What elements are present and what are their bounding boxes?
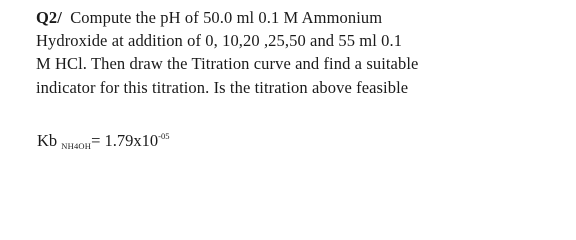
- question-line-4: indicator for this titration. Is the titration above feasible: [36, 77, 409, 97]
- kb-subscript: NH4OH: [61, 141, 92, 151]
- question-text: [36, 6, 556, 99]
- kb-value: = 1.79x10: [91, 131, 159, 150]
- question-line-1: [36, 6, 556, 29]
- question-line-1-text: Compute the pH of 50.0 ml 0.1 M Ammonium: [70, 8, 383, 27]
- kb-exponent: -05: [158, 131, 170, 141]
- question-line-3: M HCl. Then draw the Titration curve and find a suitable: [36, 54, 419, 74]
- question-line-2: Hydroxide at addition of 0, 10,20 ,25,50 and 55 ml 0.1: [36, 31, 403, 51]
- kb-constant: [37, 131, 170, 153]
- question-number: Q2/: [36, 8, 62, 27]
- kb-label: Kb: [37, 131, 58, 150]
